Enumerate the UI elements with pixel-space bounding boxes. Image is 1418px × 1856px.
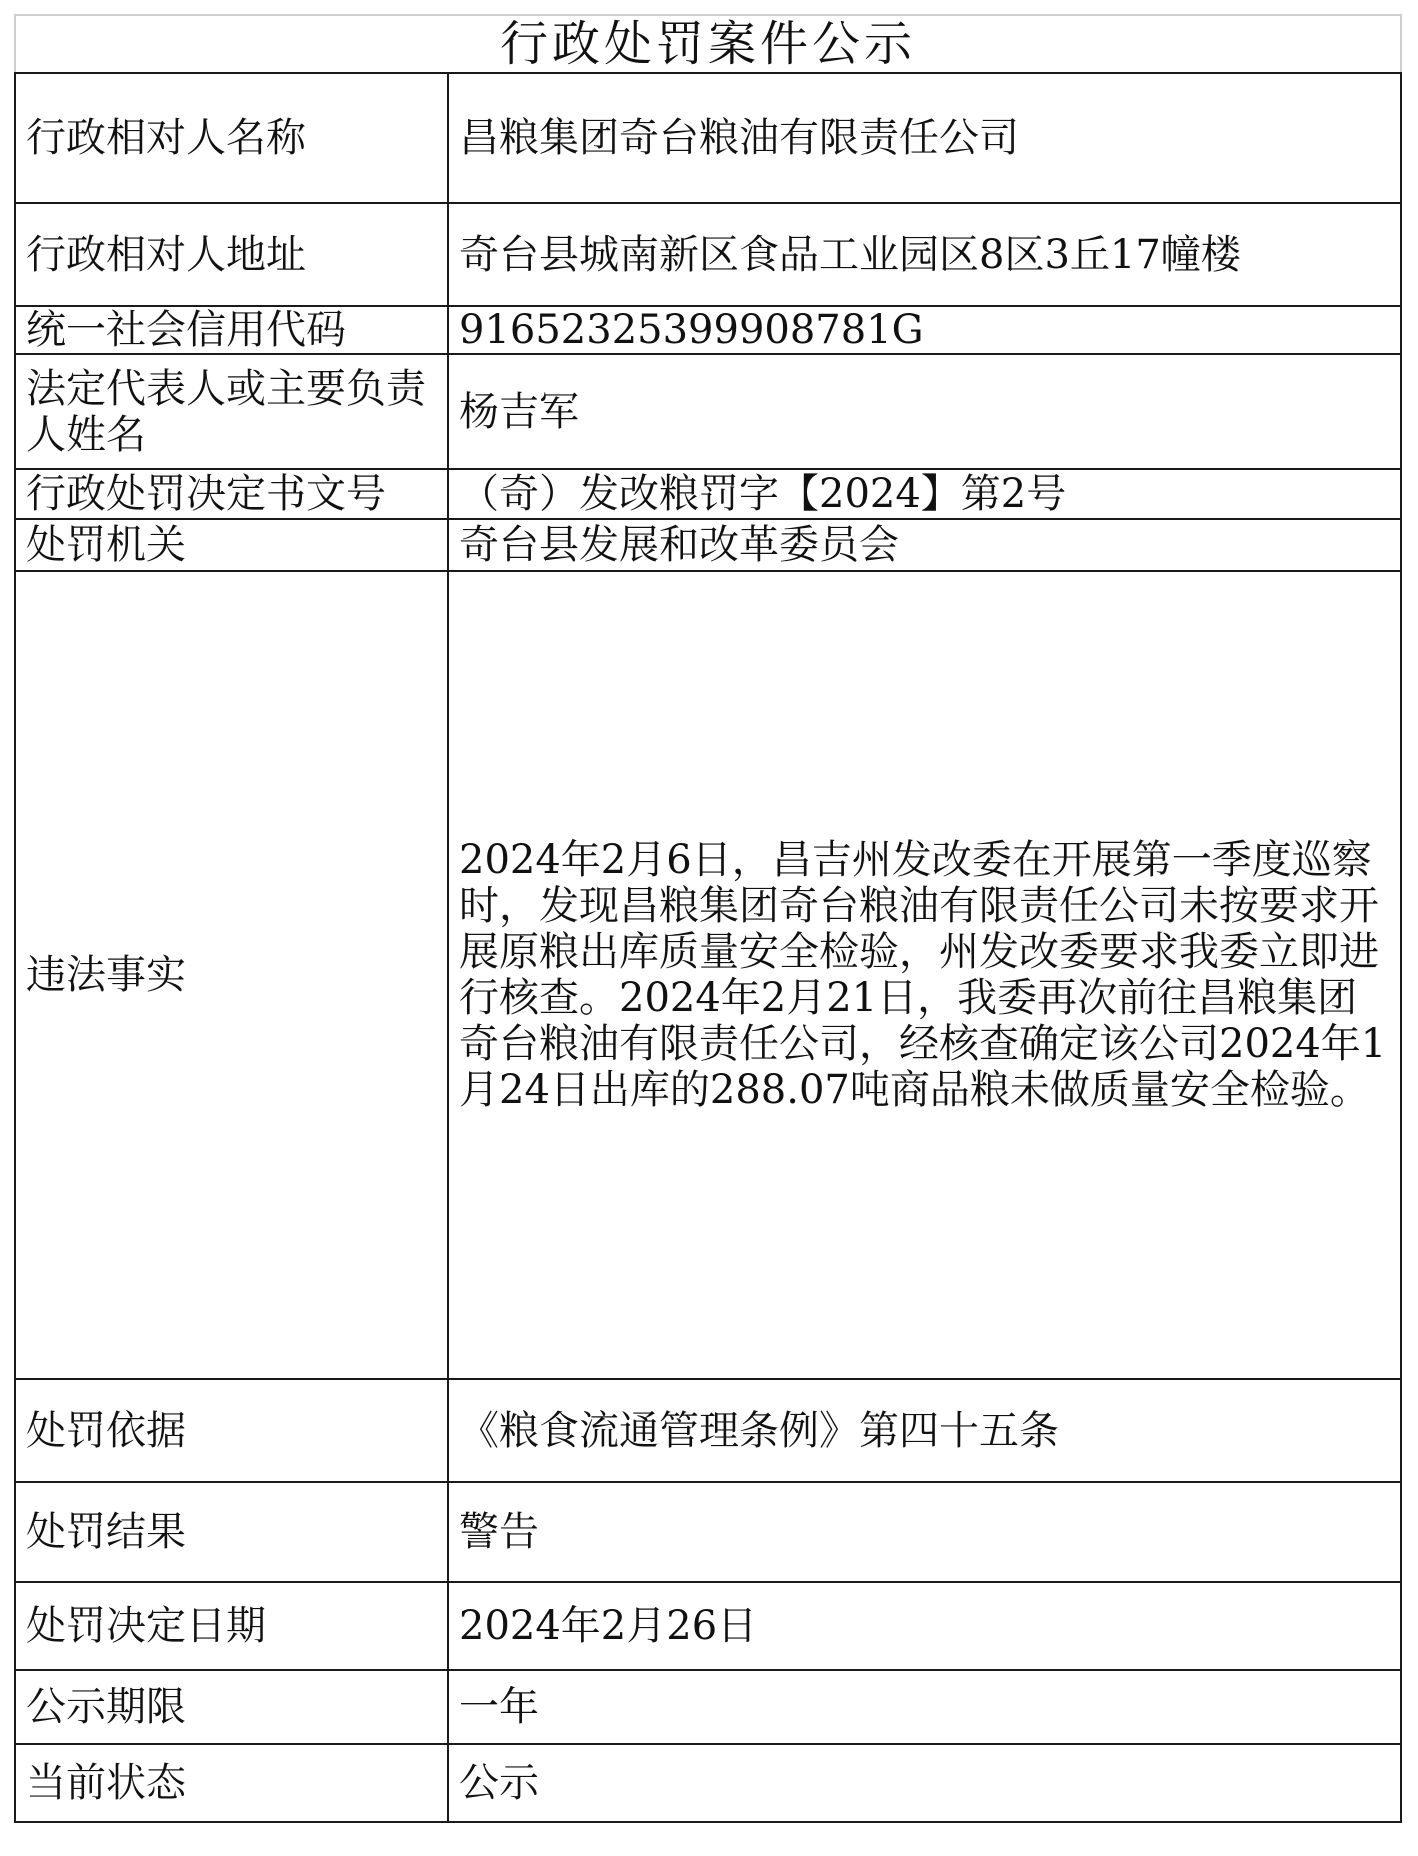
row-value-current-status: 公示 bbox=[448, 1744, 1401, 1822]
row-value-decision-date: 2024年2月26日 bbox=[448, 1582, 1401, 1670]
table-row bbox=[15, 354, 1401, 469]
table-row bbox=[15, 1670, 1401, 1744]
table-row bbox=[15, 1744, 1401, 1822]
title-row bbox=[15, 15, 1401, 73]
penalty-table bbox=[14, 14, 1402, 1823]
row-value-credit-code: 91652325399908781G bbox=[448, 306, 1401, 354]
row-label-penalty-basis: 处罚依据 bbox=[15, 1379, 448, 1482]
row-value-decision-number: （奇）发改粮罚字【2024】第2号 bbox=[448, 469, 1401, 519]
row-value-legal-representative: 杨吉军 bbox=[448, 354, 1401, 469]
table-row bbox=[15, 203, 1401, 306]
row-label-decision-date: 处罚决定日期 bbox=[15, 1582, 448, 1670]
row-label-authority: 处罚机关 bbox=[15, 519, 448, 571]
table-row bbox=[15, 469, 1401, 519]
page-title: 行政处罚案件公示 bbox=[15, 15, 1401, 73]
row-label-penalty-result: 处罚结果 bbox=[15, 1482, 448, 1582]
table-row bbox=[15, 1482, 1401, 1582]
row-label-credit-code: 统一社会信用代码 bbox=[15, 306, 448, 354]
row-label-legal-representative: 法定代表人或主要负责人姓名 bbox=[15, 354, 448, 469]
row-value-penalty-basis: 《粮食流通管理条例》第四十五条 bbox=[448, 1379, 1401, 1482]
row-value-party-address: 奇台县城南新区食品工业园区8区3丘17幢楼 bbox=[448, 203, 1401, 306]
row-label-decision-number: 行政处罚决定书文号 bbox=[15, 469, 448, 519]
row-value-violation-facts: 2024年2月6日，昌吉州发改委在开展第一季度巡察时，发现昌粮集团奇台粮油有限责任公司未按要求开展原粮出库质量安全检验，州发改委要求我委立即进行核查。2024年2月21日，我委再次前往昌粮集团奇台粮油有限责任公司，经核查确定该公司2024年1月24日出库的288.07吨商品粮未做质量安全检验。 bbox=[448, 571, 1401, 1379]
table-row bbox=[15, 1582, 1401, 1670]
row-label-current-status: 当前状态 bbox=[15, 1744, 448, 1822]
row-value-publicity-period: 一年 bbox=[448, 1670, 1401, 1744]
table-row bbox=[15, 519, 1401, 571]
row-value-party-name: 昌粮集团奇台粮油有限责任公司 bbox=[448, 73, 1401, 203]
row-value-penalty-result: 警告 bbox=[448, 1482, 1401, 1582]
table-row bbox=[15, 571, 1401, 1379]
row-label-party-address: 行政相对人地址 bbox=[15, 203, 448, 306]
table-row bbox=[15, 73, 1401, 203]
row-value-authority: 奇台县发展和改革委员会 bbox=[448, 519, 1401, 571]
row-label-violation-facts: 违法事实 bbox=[15, 571, 448, 1379]
table-row bbox=[15, 306, 1401, 354]
table-row bbox=[15, 1379, 1401, 1482]
row-label-publicity-period: 公示期限 bbox=[15, 1670, 448, 1744]
row-label-party-name: 行政相对人名称 bbox=[15, 73, 448, 203]
